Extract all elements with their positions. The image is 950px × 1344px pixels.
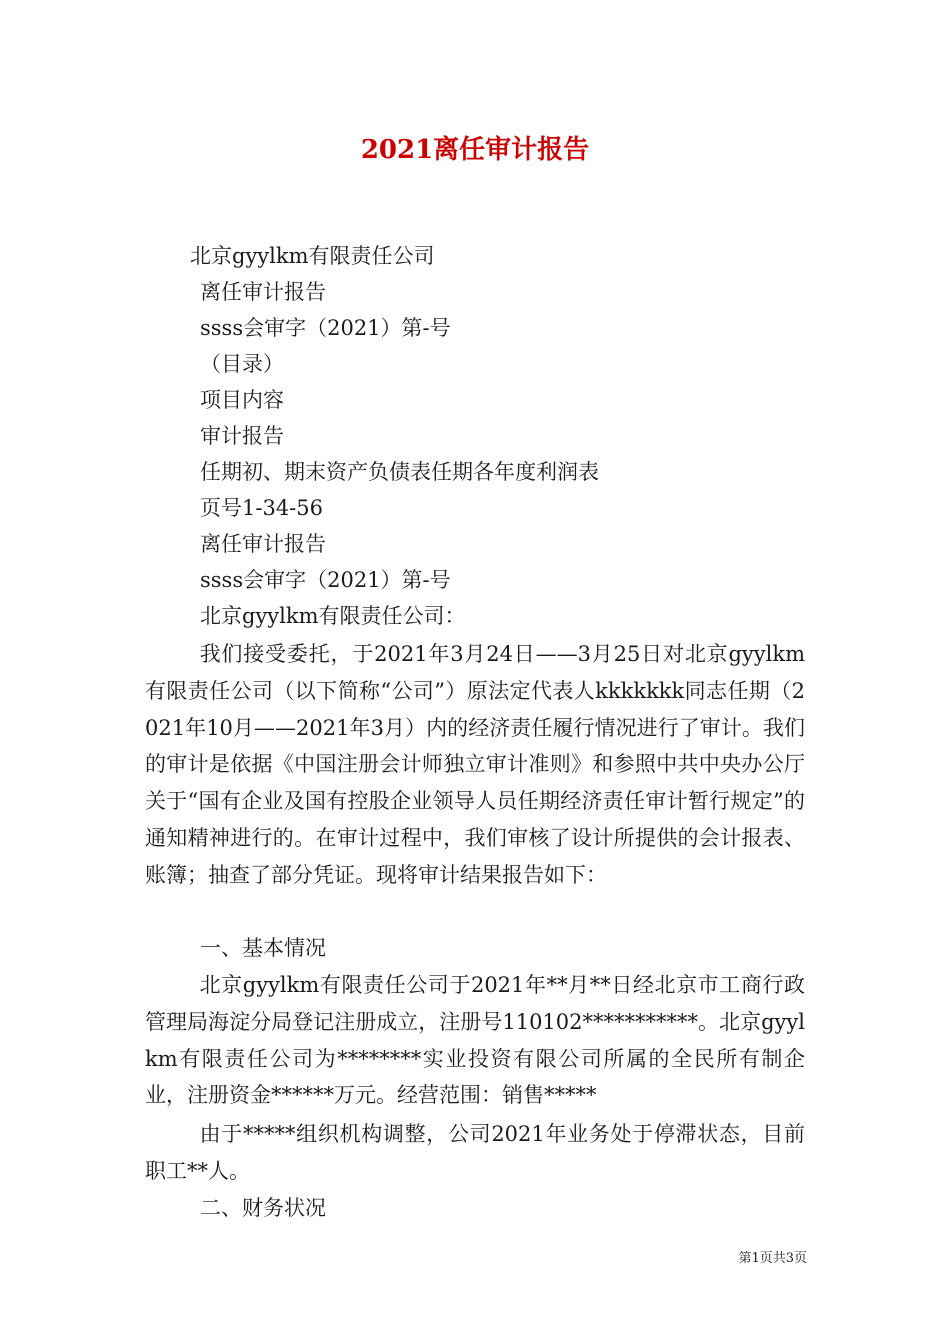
- document-title: 2021离任审计报告: [360, 135, 590, 165]
- report-number-line: ssss会审字（2021）第-号: [200, 316, 451, 340]
- toc-item: 审计报告: [200, 424, 284, 448]
- section-heading: 一、基本情况: [200, 936, 326, 960]
- report-number-line: ssss会审字（2021）第-号: [200, 568, 451, 592]
- toc-item: 项目内容: [200, 388, 284, 412]
- page-footer: 第1页共3页: [738, 1251, 807, 1266]
- body-paragraph: 我们接受委托，于2021年3月24日——3月25日对北京gyylkm有限责任公司（以下简称“公司”）原法定代表人kkkkkkk同志任期（2021年10月——2021年3月）内的经济责任履行情况进行了审计。我们的审计是依据《中国注册会计师独立审计准则》和参照中共中央办公厅关于“国有企业及国有控股企业领导人员任期经济责任审计暂行规定”的通知精神进行的。在审计过程中，我们审核了设计所提供的会计报表、账簿；抽查了部分凭证。现将审计结果报告如下：: [145, 642, 805, 887]
- section-heading: 二、财务状况: [200, 1196, 326, 1220]
- report-title-line: 离任审计报告: [200, 532, 326, 556]
- company-name-line: 北京gyylkm有限责任公司: [190, 244, 435, 268]
- toc-heading: （目录）: [200, 352, 284, 376]
- addressee-line: 北京gyylkm有限责任公司：: [200, 604, 466, 628]
- body-paragraph: 由于*****组织机构调整，公司2021年业务处于停滞状态，目前职工**人。: [145, 1122, 805, 1183]
- report-title-line: 离任审计报告: [200, 280, 326, 304]
- body-paragraph: 北京gyylkm有限责任公司于2021年**月**日经北京市工商行政管理局海淀分局登记注册成立，注册号110102***********。北京gyylkm有限责任公司为********实业投资有限公司所属的全民所有制企业，注册资金******万元。经营范围：销售*****: [145, 973, 805, 1108]
- toc-page-numbers: 页号1-34-56: [200, 496, 323, 520]
- toc-item: 任期初、期末资产负债表任期各年度利润表: [200, 460, 599, 484]
